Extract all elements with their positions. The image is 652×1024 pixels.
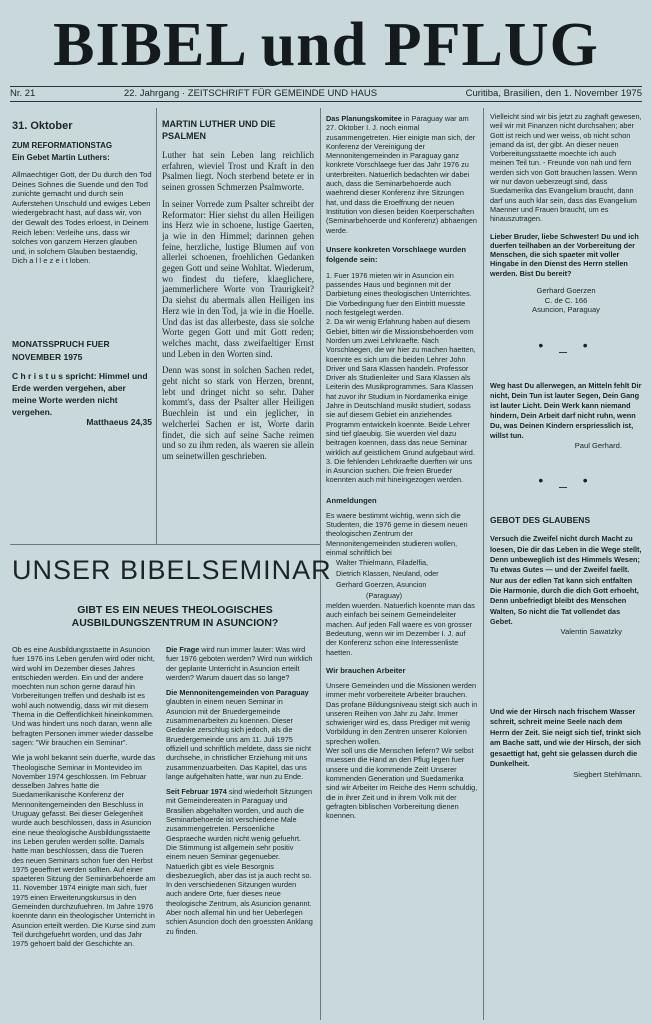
february-text: sind wiederholt Sitzungen mit Gemeindereaten in Paraguay und Brasilien abgehalten worden, und auch die Seminarbehoerde ist verschiedene Male zusammengetreten. Persoenliche Gespraeche wurden nicht wenig gefuehrt. Die Stimmung ist allgemein sehr positiv einem neuen Seminar gegenueber. Natuerlich gibt es viele Besorgnis diesbezueglich, aber das ist ja auch recht so. In den verschiedenen Sitzungen wurden auch andere Orte, fuer dieses neue theologische Zentrum, als Asuncion genannt. Aber noch allemal hin und her Ueberlegen schien Asuncion doch den groessten Anklang zu finden. <box>166 787 313 936</box>
masthead-rule-bottom <box>10 101 642 102</box>
gerhard-poem-author: Paul Gerhard. <box>574 440 622 450</box>
paraguay-lead: Die Mennonitengemeinden von Paraguay <box>166 688 309 698</box>
seminar-subtitle: GIBT ES EIN NEUES THEOLOGISCHES AUSBILDUNGSZENTRUM IN ASUNCION? <box>71 604 279 629</box>
creed-author: Valentin Sawatzky <box>560 627 622 637</box>
luther-psalms-heading: MARTIN LUTHER UND DIE PSALMEN <box>162 119 276 141</box>
paraguay-text: glaubten in einem neuen Seminar in Asuncion mit der Bruedergemeinde zusammenarbeiten zu koennen. Dieser Gedanke zerschlug sich jedoch, als die Bruedergemeinde uns am 11. Juli 1975 offiziell und schriftlich meldete, dass sie nicht durchsehe, in christlicher Erziehung mit uns zusammenzuarbeiten. Das Kapitel, das uns lange aufgehalten hatte, war nun zu Ende. <box>166 697 312 781</box>
address-1: Walter Thielmann, Filadelfia, <box>336 558 429 568</box>
monthly-verse-reference: Matthaeus 24,35 <box>86 416 152 427</box>
question-lead: Die Frage <box>166 645 200 654</box>
hirsch-poem: Und wie der Hirsch nach frischem Wasser schreit, schreit meine Seele nach dem Herrn der Zeit. Sie neigt sich tief, trinkt sich am Bache satt, und wie der Hirsch, der sich gesaettigt hat, geht sie gelassen durch die Dunkelheit. <box>490 706 641 769</box>
luther-prayer: Allmaechtiger Gott, der Du durch den Tod Deines Sohnes die Suende und den Tod zunichte gemacht und durch sein Auferstehen Unschuld und ewiges Leben wiedergebracht hast, auf dass wir, von der Gewalt des Todes erloest, in Deinem Reich leben: Verleihe uns, dass wir solches von ganzem Herzen glauben und, in solchem Glauben bestaendig, Dich a l l e z e i t loben. <box>12 170 152 266</box>
address-3: Gerhard Goerzen, Asuncion <box>336 580 427 590</box>
proposal-2: 2. Da wir wenig Erfahrung haben auf diesem Gebiet, bitten wir die Missionsbehoerden vom Norden um zwei Lehrkraefte. Nach Vorschlaegen, die wir hier zu machen haetten, koennte es sich um die beiden Lehrer John Driver und Sara Klassen handeln. Professor Driver als Studienleiter und Sara Klassen als Leiterin des Musikprogrammes. Sara Klassen hat zuvor ihr Studium in Nordamerika einige Jahre in Deutschland musikt studiert, sodass sie auf diesem Gebiet ein anziehendes Programm entwickeln koennte. Beide Lehrer sind tief glaeubig. Sie wuerden viel dazu beitragen koennen, dass das neue Seminar wirklich auf geistlichem Grund aufgebaut wird. <box>326 317 476 457</box>
planning-lead: Das Planungskomitee <box>326 114 402 123</box>
workers-text: Unsere Gemeinden und die Missionen werden immer mehr vorbereitete Arbeiter brauchen. Das profane Bildungsniveau steigt sich auch in unseren Reihen von Jahr zu Jahr. Immer schwieriger wird es, dass Prediger mit wenig Vorbildung in den Zentren unserer Kolonien sprechen wollen. <box>326 680 478 746</box>
creed-poem: Versuch die Zweifel nicht durch Macht zu loesen, Die dir das Leben in die Wege stellt, Denn unbeweglich ist des Himmels Wesen; Tu etwas Gutes — und der Zweifel faellt. Nur aus der edlen Tat kann sich entfalten Die Harmonie, durch die dich Gott erhoeht, Denn unbefriedigt bleibt des Menschen Walten, So nicht die Tat vollendet das Gebet. <box>490 534 642 626</box>
reformation-heading: ZUM REFORMATIONSTAG <box>12 141 113 150</box>
place-date: Curitiba, Brasilien, den 1. November 1975 <box>465 88 642 99</box>
seminar-title: UNSER BIBELSEMINAR <box>12 555 332 585</box>
signature-place: Asuncion, Paraguay <box>532 305 600 315</box>
issue-number: Nr. 21 <box>10 88 36 99</box>
proposal-3: 3. Die fehlenden Lehrkraefte duerften wir uns in Asuncion suchen. Die freien Brueder koennten auch mit hineingezogen werden. <box>326 456 473 485</box>
prayer-heading: Ein Gebet Martin Luthers: <box>12 153 110 162</box>
separator-2: • _ • <box>538 472 594 489</box>
column-reformation <box>12 120 152 428</box>
masthead-info-line <box>10 88 642 99</box>
february-lead: Seit Februar 1974 <box>166 787 227 797</box>
registration-heading: Anmeldungen <box>326 495 377 505</box>
seminar-paragraph-1: Ob es eine Ausbildungsstaette in Asuncion fuer 1976 ins Leben gerufen wird oder nicht, wird wohl im Dezember dieses Jahres entschieden werden. Ein und der andere moechten nun schon gerne darauf hin Vorbereitungen treffen und deshalb ist es wohl auch notwendig, dass wir mit diesem Thema in die Oeffentlichkeit hineinkommen. Und was hindert uns noch daran, wenn alle befragten Personen immer wieder dasselbe sagen: "Wir brauchen ein Seminar". <box>12 645 155 747</box>
registration-text-2: melden wuerden. Natuerlich koennte man das auch einfach bei seinem Gemeindeleiter machen. Auf jeden Fall waere es von grosser Bedeutung, wenn wir im Dezember I. J. auf der Konferenz schon eine Interessenliste haetten. <box>326 601 475 657</box>
seminar-column-a <box>12 645 156 1020</box>
registration-text: Es waere bestimmt wichtig, wenn sich die Studenten, die 1976 gerne in diesem neuen theologischen Zentrum der Mennonitengemeinden studieren wollen, einmal schriftlich bei <box>326 510 468 557</box>
proposals-heading: Unsere konkreten Vorschlaege wurden folgende sein: <box>326 244 466 264</box>
address-2: Dietrich Klassen, Neuland, oder <box>336 569 439 579</box>
creed-heading: GEBOT DES GLAUBENS <box>490 515 591 526</box>
address-4: (Paraguay) <box>366 591 403 601</box>
closing-paragraph: Vielleicht sind wir bis jetzt zu zaghaft gewesen, weil wir mit Finanzen nicht durchsahen; aber Gott ist reich und wer weiss, ob nicht schon jemand da ist, der gibt. An dieser neuen Vorbereitungsstaette moechte ich auch meinen Teil tun. - Freunde von nah und fern werden sich von Gott brauchen lassen. Wenn wir nur davon ueberzeugt sind, dass Suedamerika das Evangelium braucht, dann darf uns auch klar sein, dass das Evangelium Maenner und Frauen braucht, um es hinauszutragen. <box>490 112 642 224</box>
signature-box: C. de C. 166 <box>544 295 588 305</box>
gerhard-poem: Weg hast Du allerwegen, an Mitteln fehlt Dir nicht, Dein Tun ist lauter Segen, Dein Gang ist lauter Licht. Dein Werk kann niemand hindern, Dein Arbeit darf nicht ruhn, wenn Du, was Deinen Kindern erspriesslich ist, willst tun. <box>490 380 642 440</box>
column-divider-3 <box>483 108 484 1020</box>
separator-1: • _ • <box>538 336 594 353</box>
seminar-column-b <box>166 645 314 1020</box>
date-heading: 31. Oktober <box>12 120 73 132</box>
column-closing <box>490 112 642 1020</box>
masthead-rule-top <box>10 86 642 87</box>
column-planning <box>326 114 478 1020</box>
section-divider <box>10 544 320 545</box>
proposal-1: 1. Fuer 1976 mieten wir in Asuncion ein passendes Haus und beginnen mit der Darbietung eines theologischen Unterrichtes. Die Vorbedingung fuer den Eintritt muesste noch festgelegt werden. <box>326 270 472 318</box>
appeal-paragraph: Lieber Bruder, liebe Schwester! Du und ich duerfen teilhaben an der Vorbereitung der Menschen, die sich spaeter mit voller Hingabe in den Dienst des Herrn stellen werden. Bist Du bereit? <box>490 231 639 278</box>
luther-psalms-paragraph-3: Denn was sonst in solchen Sachen redet, geht nicht so stark von Herzen, brennt, lebt und dringet nicht so sehr. Daher kommt's, dass der Psalter aller Heiligen Buechlein ist und ein jeglicher, in welcherlei Sachen er ist, Worte darin findet, die sich auf seine Sache reimen und so zu ihm reden, als waeren sie allein um seinetwillen geschrieben. <box>162 365 314 461</box>
seminar-paragraph-2: Wie ja wohl bekannt sein duerfte, wurde das Theologische Seminar in Montevideo im November 1974 geschlossen. Im Februar desselben Jahres hatte die Suedamerikanische Konferenz der Mennonitengemeinden den Beschluss in Uruguay gefasst. Bei dieser Gelegenheit wurde auch beschlossen, dass in Asuncion eine neue theologische Ausbildungsstaette ins Leben gerufen werden sollte. Damals hatte man beschlossen, dass die Tueren des neuen Seminars schon fuer den Herbst 1975 geoeffnet werden sollten. Auf einer spaeteren Sitzung der Seminarbehoerde am 11. November 1974 einigte man sich, fuer 1975 einen Erweiterungskursus in den Gemeinden durchzufuehren. Im Jahre 1976 koennte dann ein theologischer Unterricht in Asuncion erteilt werden. Die Kurse sind zum Teil durchgefuehrt worden, und das Jahr 1975 gehoert bald der Geschichte an. <box>12 753 156 949</box>
question-text: wird nun immer lauter: Was wird fuer 1976 geboten werden? Wird nun wirklich der geplante Unterricht in Asuncion erteilt werden? Warum dauert das so lange? <box>166 645 313 682</box>
workers-text-2: Wer soll uns die Menschen liefern? Wir selbst muessen die Hand an den Pflug legen fuer unsere und die kommende Zeit! Unserer kommenden Generation und Suedamerika sind wir Arbeiter im Reiche des Herrn schuldig, die in ihrer Zeit und in ihrem Volk mit der gefragten biblischen Vorbereitung dienen koennen. <box>326 746 478 821</box>
column-luther-psalms <box>162 118 314 468</box>
planning-text: in Paraguay war am 27. Oktober I. J. noch einmal zusammengetreten. Hier einigte man sich, der Konferenz der Vereinigung der Mennonitengemeinden in Paraguay ganz konkrete Vorschlaege fuer das Jahr 1976 zu unterbreiten. Natuerlich bedachten wir dabei auch, dass die Seminarbehoerde auch waehrend dieser Konferenz ihre Sitzungen hat, und dass die Eroeffnung der neuen Institution von diesen beiden Koerperschaften (Seminarbehoerde und Konferenz) abhaengen werde. <box>326 114 477 235</box>
column-divider-1 <box>156 108 157 544</box>
luther-psalms-paragraph-1: Luther hat sein Leben lang reichlich erfahren, wieviel Trost und Kraft in den Psalmen liegt. Noch sterbend betete er in seinen grossen Schmerzen Psalmworte. <box>162 150 314 193</box>
luther-psalms-paragraph-2: In seiner Vorrede zum Psalter schreibt der Reformator: Hier siehst du allen Heiligen ins Herz wie in schoene, lustige Gaerten, ja wie in den Himmel; darinnen gehen feine, herzliche, lustige Blumen auf von allerlei schoenen, froehlichen Gedanken gegen Gott und seine Wohltat. Wiederum, wo findest du tiefere, klaeglichere, jaemmerlichere Worte von Traurigkeit? Da siehst du abermals allen Heiligen ins Herz wie in den Tod, ja wie in die Hoelle. Und das ist das allerbeste, dass sie solche Worte gegen Gott und mit Gott reden; welches macht, dass zweifaeltiger Ernst und Leben in den Worten sind. <box>162 198 314 359</box>
monthly-verse-heading: MONATSSPRUCH FUER NOVEMBER 1975 <box>12 338 110 362</box>
hirsch-poem-author: Siegbert Stehlmann. <box>573 769 642 779</box>
monthly-verse-text: C h r i s t u s spricht: Himmel und Erde werden vergehen, aber meine Worte werden nicht vergehen. <box>12 370 148 417</box>
volume-line: 22. Jahrgang · ZEITSCHRIFT FÜR GEMEINDE UND HAUS <box>123 88 378 99</box>
signature-name: Gerhard Goerzen <box>536 286 596 296</box>
workers-heading: Wir brauchen Arbeiter <box>326 665 406 675</box>
masthead-title: BIBEL und PFLUG <box>53 11 599 79</box>
